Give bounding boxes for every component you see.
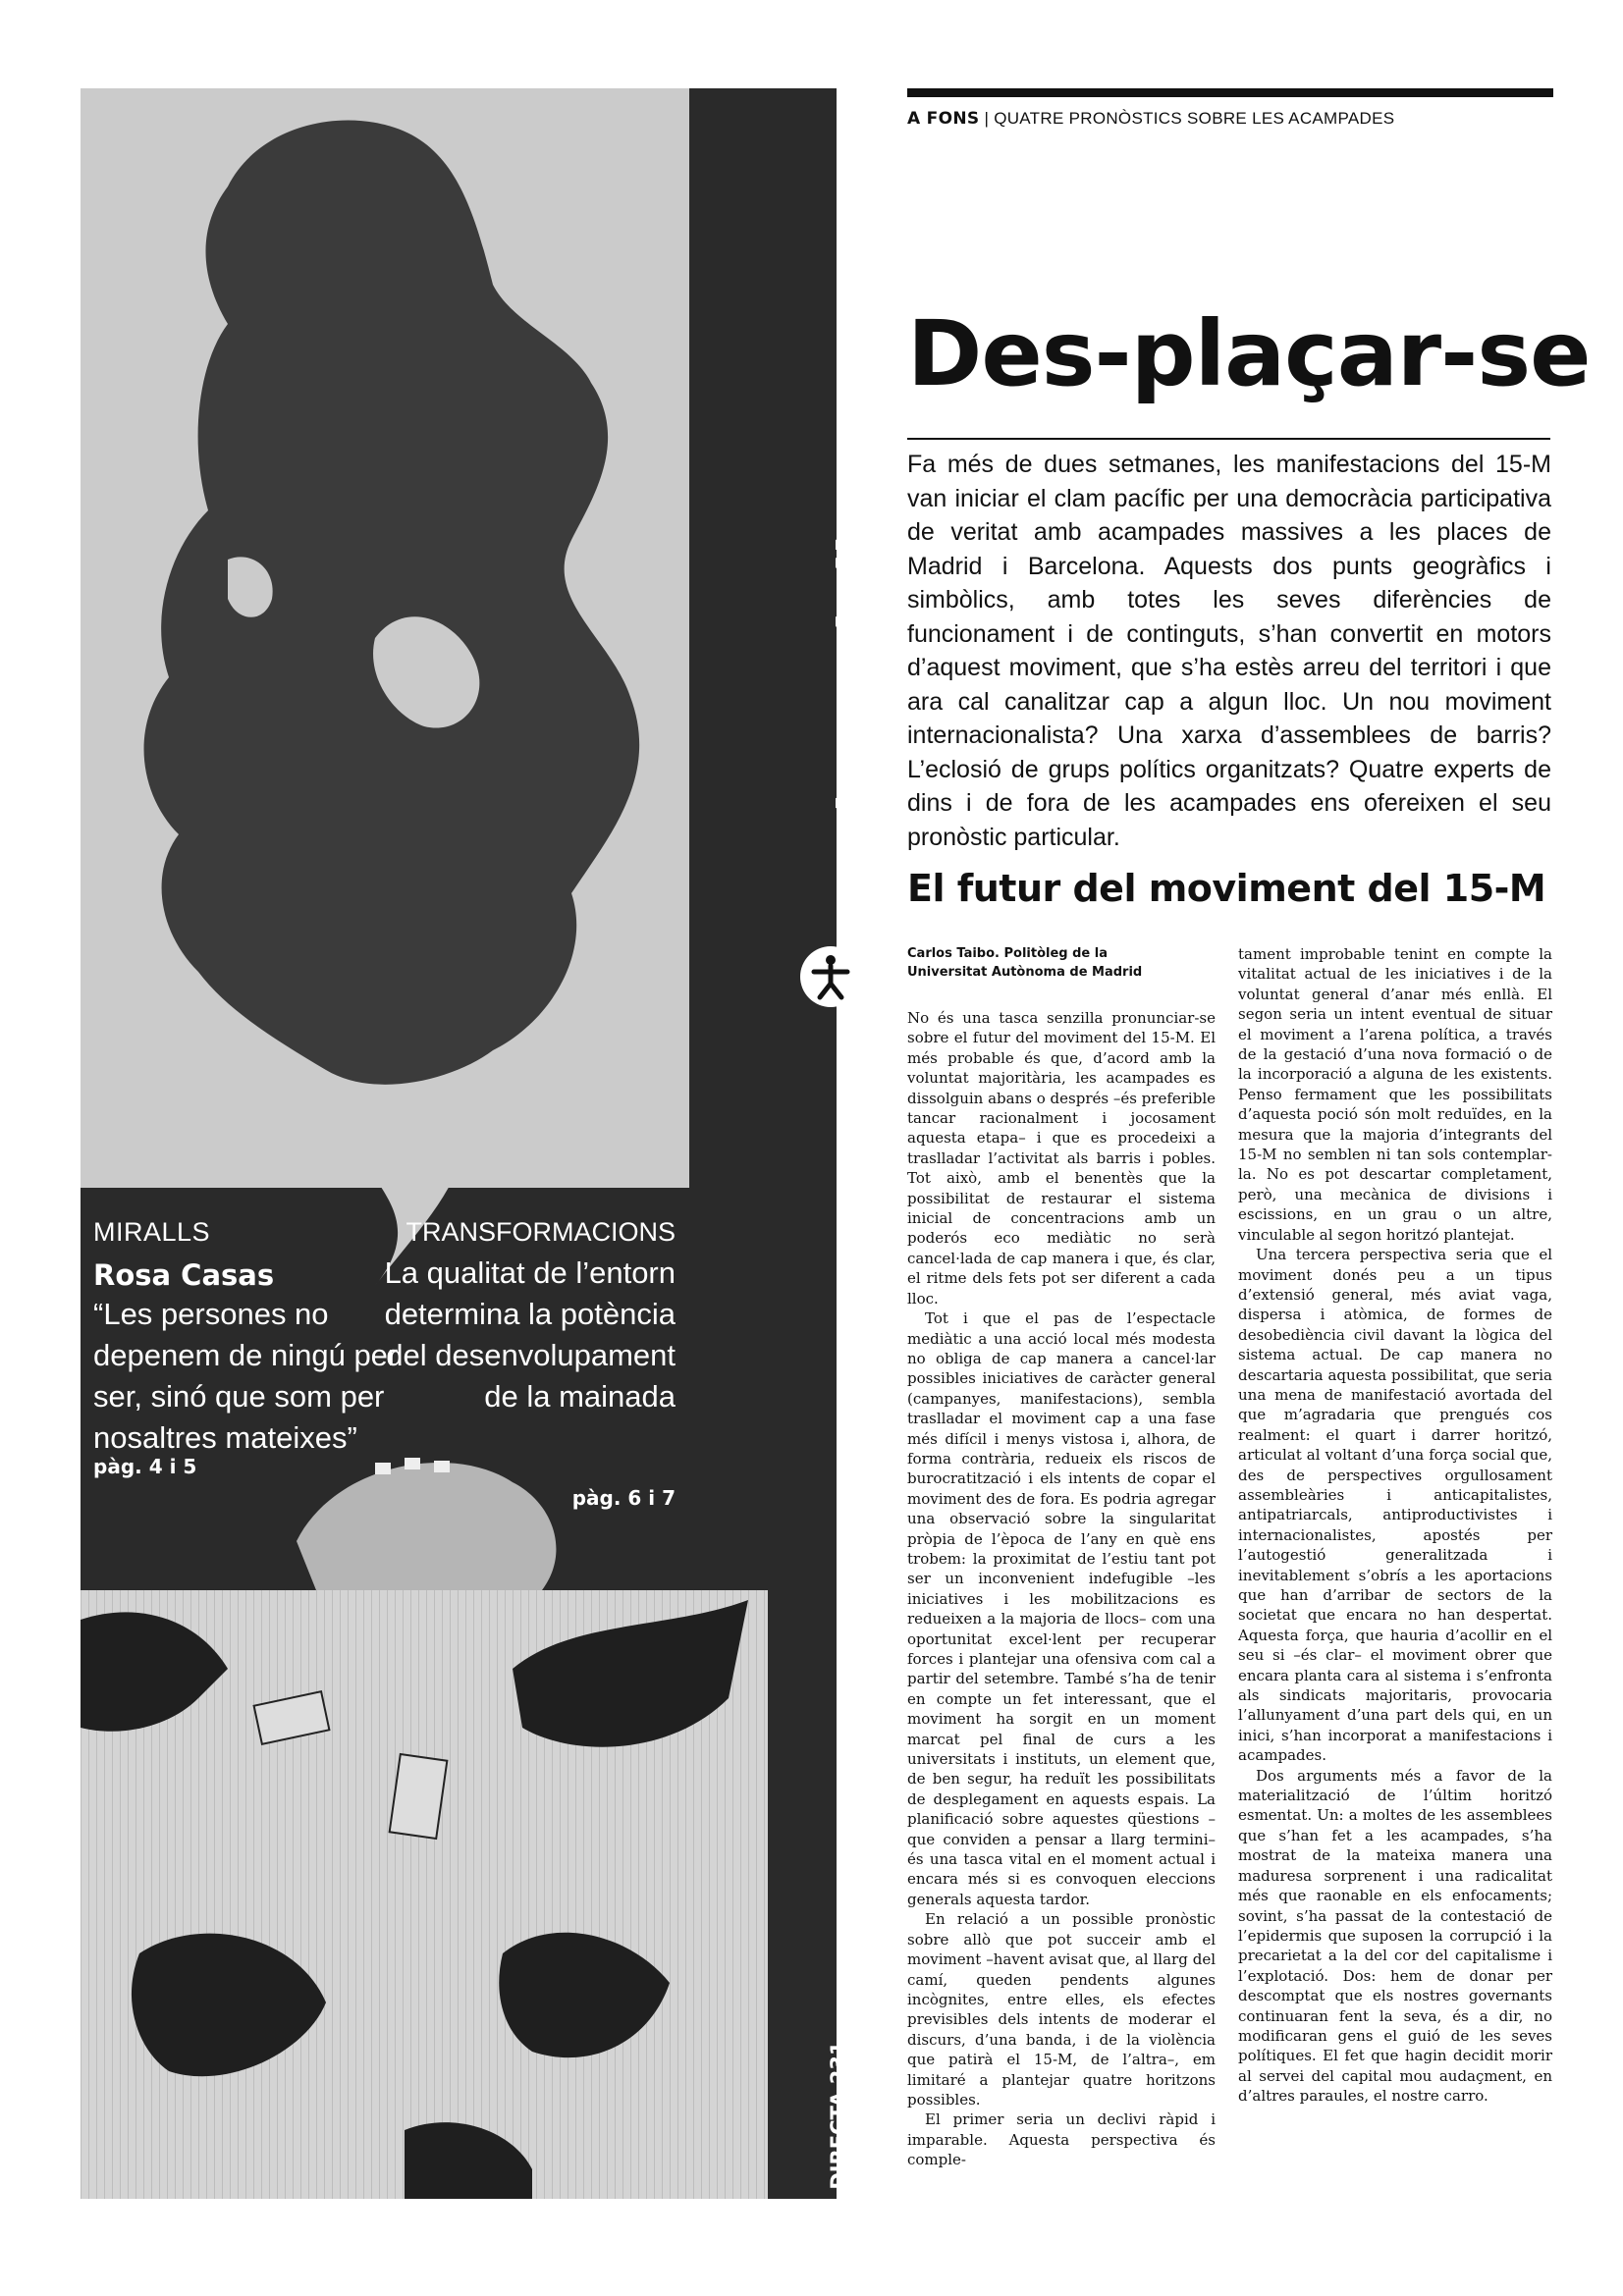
paragraph: tament improbable tenint en compte la vitalitat actual de les iniciatives i de la voluntat general d’anar més enllà. El segon seria un intent eventual de situar el moviment a l’arena política, a través de la gestació d’una nova formació o de la incorporació a alguna de les existents. Penso fermament que les possibilitats d’aquesta poció són molt reduïdes, en la mesura que la majoria d’integrants del 15-M no semblen ni tan sols contemplar-la. No es pot descartar completament, però, una mecànica de divisions i escissions, en un grau o un altre, vinculable al segon horitzó plantejat. bbox=[1238, 945, 1552, 1244]
credit-label: IL·LUSTRACIÓ: bbox=[781, 2225, 867, 2236]
illustration-credit bbox=[781, 2222, 867, 2256]
issue-number: DIRECTA 231 bbox=[827, 2041, 850, 2190]
teaser-title-transformations: La qualitat de l’entorn determina la potència del desenvolupament de la mainada bbox=[384, 1255, 676, 1414]
teaser-author: Rosa Casas bbox=[93, 1258, 275, 1292]
headline-rule bbox=[907, 438, 1550, 440]
teaser-section-transformations: TRANSFORMACIONS bbox=[406, 1217, 676, 1247]
byline bbox=[907, 944, 1231, 982]
paragraph: En relació a un possible pronòstic sobre allò que pot succeir amb el moviment –havent avisat que, al llarg del camí, queden pendents algunes incògnites, entre elles, els efectes previsibles dels intents de moderar el discurs, d’una banda, i de la violència que patirà el 15-M, de l’altra–, em limitaré a plantejar quatre horitzons possibles. bbox=[907, 1910, 1216, 2109]
lede-paragraph: Fa més de dues setmanes, les manifestacions del 15-M van iniciar el clam pacífic per una democràcia participativa de veritat amb acampades massives a les places de Madrid i Barcelona. Aquests dos punts geogràfics i simbòlics, amb totes les seves diferències de funcionament i de continguts, s’han convertit en motors d’aquest moviment, que s’ha estès arreu del territori i que ara cal canalitzar cap a algun lloc. Un nou moviment internacionalista? Una xarxa d’assemblees de barris? L’eclosió de grups polítics organitzats? Quatre experts de dins i de fora de les acampades ens ofereixen el seu pronòstic particular. bbox=[907, 451, 1551, 851]
masthead-title bbox=[826, 297, 893, 949]
top-rule bbox=[907, 88, 1553, 97]
article-column-1 bbox=[907, 946, 1216, 2170]
teaser-section-mirrors: MIRALLS bbox=[93, 1217, 211, 1247]
kicker-separator: | bbox=[984, 109, 990, 128]
byline-affiliation: Universitat Autònoma de Madrid bbox=[907, 965, 1143, 980]
running-figure-icon bbox=[800, 946, 861, 1007]
issue-date: 1 de juny de 2011 bbox=[854, 2021, 878, 2210]
masthead-name: Quaderns d’Illacrua bbox=[826, 373, 893, 950]
kicker-section: A FONS bbox=[907, 109, 980, 129]
paragraph: Una tercera perspectiva seria que el moviment donés peu a un tipus d’extensió general, més aviat vaga, dispersa i atòmica, de formes de desobediència civil davant la lògica del sistema actual. De cap manera no descartaria aquesta possibilitat, que seria una mena de manifestació avortada del que m’agradaria que prengués cos realment: el quart i darrer horitzó, articulat al voltant d’una força social que, des de perspectives orgullosament assembleàries i anticapitalistes, antipatriarcals, antiproductivistes i internacionalistes, apostés per l’autogestió generalitzada i inevitablement s’obrís a les aportacions que han d’arribar de sectors de la societat que encara no han despertat. Aquesta força, que hauria d’acollir en el seu si –és clar– el moviment obrer que encara planta cara al sistema i s’enfronta als sindicats majoritaris, provocaria l’allunyament d’una part dels qui, en un inici, s’han incorporat a manifestacions i acampades. bbox=[1238, 1246, 1552, 1765]
paragraph: Dos arguments més a favor de la materialització de l’últim horitzó esmentat. Un: a moltes de les assemblees que s’han fet a les acampades, s’ha mostrat de la mateixa manera una maduresa sorprenent i una radicalitat més que raonable en els enfocaments; sovint, s’ha passat de la contestació de l’epidermis que suposen la corrupció i la precarietat a la del cor del capitalisme i l’explotació. Dos: hem de donar per descomptat que els nostres governants continuaran fent la seva, és a dir, no modificaran gens el guió de les seves polítiques. El fet que hagin decidit morir al servei del capital mou audaçment, en d’altres paraules, el nostre carro. bbox=[1238, 1766, 1552, 2106]
paragraph: Tot i que el pas de l’espectacle mediàtic a una acció local més modesta no obliga de cap manera a cancel·lar possibles iniciatives de caràcter general (campanyes, manifestacions), sembla traslladar el moviment cap a una fase més difícil i menys vistosa i, alhora, de forma contrària, redueix els riscos de burocratització i els intents de copar el moviment des de fora. Es podria agregar una observació sobre la singularitat pròpia de l’època de l’any en què ens trobem: la proximitat de l’estiu tant pot ser un inconvenient indefugible –les iniciatives i les mobilitzacions es redueixen a la majoria de llocs– com una oportunitat excel·lent per recuperar forces i plantejar una ofensiva com cal a partir del setembre. També s’ha de tenir en compte un fet interessant, que el moviment ha sorgit en un moment marcat pel final de curs a les universitats i instituts, un element que, de ben segur, ha reduït les possibilitats de desplegament en aquests espais. La planificació sobre aquestes qüestions –que conviden a pensar a llarg termini– és una tasca vital en el moment actual i encara més si es convoquen eleccions generals aquesta tardor. bbox=[907, 1309, 1216, 1908]
paragraph: El primer seria un declivi ràpid i imparable. Aquesta perspectiva és comple- bbox=[907, 2110, 1216, 2169]
teaser-pages-transformations: pàg. 6 i 7 bbox=[571, 1486, 676, 1510]
credit-name: Neruuu bbox=[781, 2240, 830, 2254]
illustration-artwork bbox=[81, 88, 837, 2199]
kicker-topic: QUATRE PRONÒSTICS SOBRE LES ACAMPADES bbox=[994, 109, 1395, 128]
teaser-pages-mirrors: pàg. 4 i 5 bbox=[93, 1455, 197, 1478]
cover-illustration bbox=[81, 88, 893, 2254]
masthead-number: 64 bbox=[834, 296, 891, 360]
page-headline: Des-plaçar-se bbox=[907, 301, 1591, 406]
byline-name: Carlos Taibo. Politòleg de la bbox=[907, 946, 1108, 961]
section-kicker bbox=[907, 109, 1394, 129]
article-title: El futur del moviment del 15-M bbox=[907, 867, 1546, 910]
paragraph: No és una tasca senzilla pronunciar-se sobre el futur del moviment del 15-M. El més probable és que, d’acord amb la voluntat majoritària, les acampades es dissolguin abans o després –és preferible tancar racionalment i jocosament aquesta etapa– i que es procedeixi a traslladar l’activitat als barris i pobles. Tot això, amb el benentès que la possibilitat de restaurar el sistema inicial de concentracions amb un poderós eco mediàtic no serà cancel·lada de cap manera i que, és clar, el ritme dels fets pot ser diferent a cada lloc. bbox=[907, 1009, 1216, 1308]
article-column-2 bbox=[1238, 944, 1552, 2107]
teaser-quote: “Les persones no depenem de ningú per ser, sinó que som per nosaltres mateixes” bbox=[93, 1297, 399, 1455]
